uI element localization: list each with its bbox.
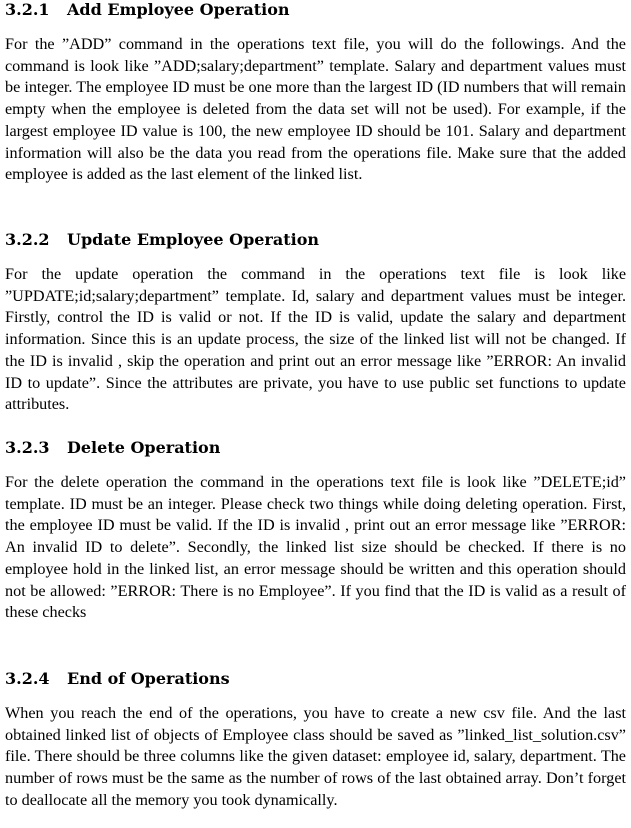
section-paragraph: For the delete operation the command in the operations text file is look like ”DELETE;id” template. ID must be an integer. Please check two things while doing deleting operation. First, the employee ID must be valid. If the ID is invalid , print out an error message like ”ERROR: An invalid ID to delete”. Secondly, the linked list size should be checked. If there is no employee hold in the linked list, an error message should be written and this operation should not be allowed: ”ERROR: There is no Employee”. If you find that the ID is valid as a result of these checks xyxy=(5,473,626,622)
section-heading xyxy=(5,669,626,689)
section-delete-operation xyxy=(5,438,626,624)
section-add-employee xyxy=(5,0,626,186)
section-number: 3.2.4 xyxy=(5,669,50,688)
section-number: 3.2.2 xyxy=(5,230,50,249)
section-number: 3.2.3 xyxy=(5,438,50,457)
section-update-employee xyxy=(5,230,626,416)
section-heading xyxy=(5,438,626,458)
section-paragraph: For the update operation the command in the operations text file is look like ”UPDATE;id;salary;department” template. Id, salary and department values must be integer. Firstly, control the ID is valid or not. If the ID is valid, update the salary and department information. Since this is an update process, the size of the linked list will not be changed. If the ID is invalid , skip the operation and print out an error message like ”ERROR: An invalid ID to update”. Since the attributes are private, you have to use public set functions to update attributes. xyxy=(5,265,626,414)
section-title: Update Employee Operation xyxy=(67,230,319,249)
section-end-of-operations xyxy=(5,669,626,812)
section-number: 3.2.1 xyxy=(5,0,50,19)
section-paragraph: When you reach the end of the operations, you have to create a new csv file. And the last obtained linked list of objects of Employee class should be saved as ”linked_list_solution.csv” file. There should be three columns like the given dataset: employee id, salary, department. The number of rows must be the same as the number of rows of the last obtained array. Don’t forget to deallocate all the memory you took dynamically. xyxy=(5,704,626,809)
section-title: Delete Operation xyxy=(67,438,221,457)
section-heading xyxy=(5,230,626,250)
section-paragraph: For the ”ADD” command in the operations text file, you will do the followings. And the command is look like ”ADD;salary;department” template. Salary and department values must be integer. The employee ID must be one more than the largest ID (ID numbers that will remain empty when the employee is deleted from the data set will not be used). For example, if the largest employee ID value is 100, the new employee ID should be 101. Salary and department information will also be the data you read from the operations file. Make sure that the added employee is added as the last element of the linked list. xyxy=(5,35,626,184)
section-heading xyxy=(5,0,626,20)
section-title: End of Operations xyxy=(67,669,230,688)
section-title: Add Employee Operation xyxy=(67,0,290,19)
